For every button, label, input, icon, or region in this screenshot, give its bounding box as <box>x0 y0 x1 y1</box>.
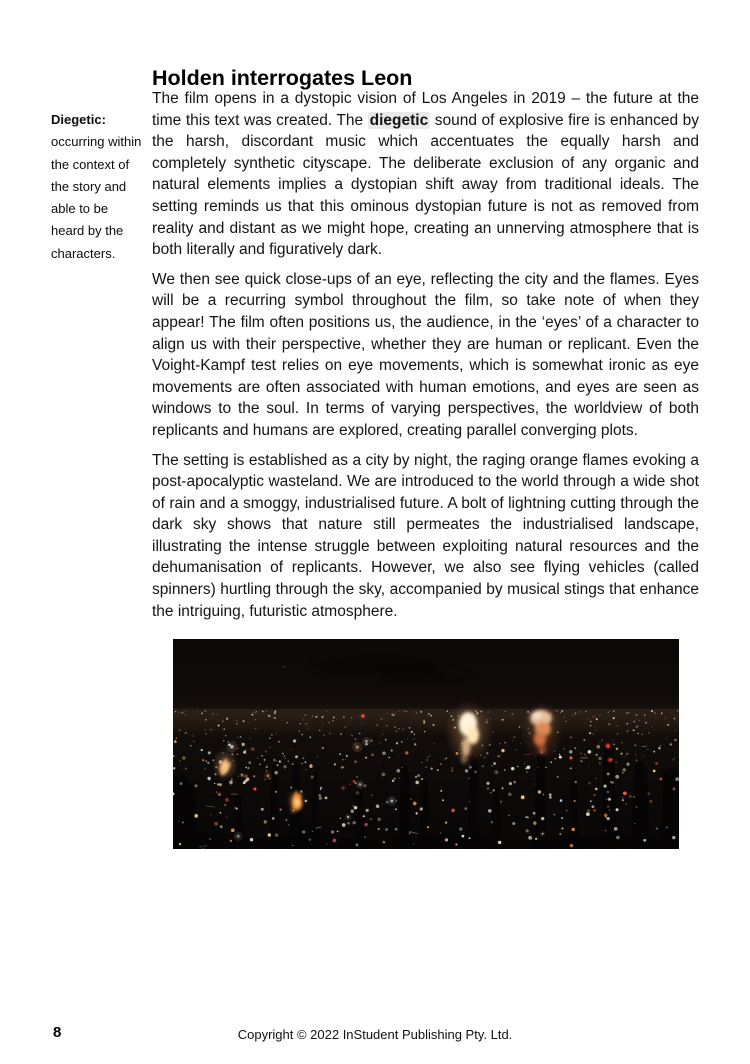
page-title: Holden interrogates Leon <box>152 66 413 91</box>
film-still-image <box>173 639 679 849</box>
margin-note-term: Diegetic: <box>51 112 106 127</box>
margin-note-line: occurring within <box>51 134 142 150</box>
margin-note-line: able to be <box>51 201 109 217</box>
margin-note-line: the story and <box>51 178 127 194</box>
paragraph-3: The setting is established as a city by night, the raging orange flames evoking a post-apocalyptic wasteland. We are introduced to the world through a wide shot of rain and a smoggy, industrialised future. A bolt of lightning cutting through the dark sky shows that nature still permeates the industrialised landscape, illustrating the intense struggle between exploiting natural resources and the dehumanisation of replicants. However, we also see flying vehicles (called spinners) hurtling through the sky, accompanied by musical stings that enhance the intriguing, futuristic atmosphere. <box>152 451 699 620</box>
margin-note-line: characters. <box>51 245 116 261</box>
page-number: 8 <box>53 1024 62 1041</box>
left-smoke-swirl <box>212 749 238 781</box>
margin-note-diegetic <box>51 109 151 265</box>
film-still-art <box>173 639 679 849</box>
sky-cloud <box>388 672 468 686</box>
margin-note-line: the context of <box>51 156 130 172</box>
white-fire-plume <box>445 700 493 764</box>
paragraph-2: We then see quick close-ups of an eye, reflecting the city and the flames. Eyes will be a recurring symbol throughout the film, so take note of when they appear! The film often positions us, the audience, in the ‘eyes’ of a character to align us with their perspective, whether they are human or replicant. Even the Voight-Kampf test relies on eye movements, which is somewhat ironic as eye movements are often associated with human emotions, and eyes are seen as windows to the soul. In terms of varying perspectives, the worldview of both replicants and humans are explored, creating parallel converging plots. <box>152 270 699 439</box>
paragraph-1-end: sound of explosive fire is enhanced by the harsh, discordant music which accentuates the equally harsh and completely synthetic cityscape. The deliberate exclusion of any organic and natural elements implies a dystopian shift away from traditional ideals. The setting reminds us that this ominous dystopian future is not as removed from reality and distant as we might hope, creating an unnerving atmosphere that is both literally and figuratively dark. <box>152 111 699 259</box>
foreground-flame <box>286 788 306 814</box>
paragraph-1-start: The film opens in a dystopic vision of Los Angeles in 2019 – the future at the time this text was created. The <box>152 90 699 129</box>
paragraph-1 <box>152 88 699 261</box>
orange-mushroom-plume <box>521 701 563 761</box>
copyright-line: Copyright © 2022 InStudent Publishing Pty. Ltd. <box>237 1027 513 1042</box>
margin-note-line: heard by the <box>51 223 124 239</box>
city-haze <box>173 709 679 737</box>
body-text-column <box>152 88 699 630</box>
highlighted-term-diegetic: diegetic <box>369 111 429 129</box>
